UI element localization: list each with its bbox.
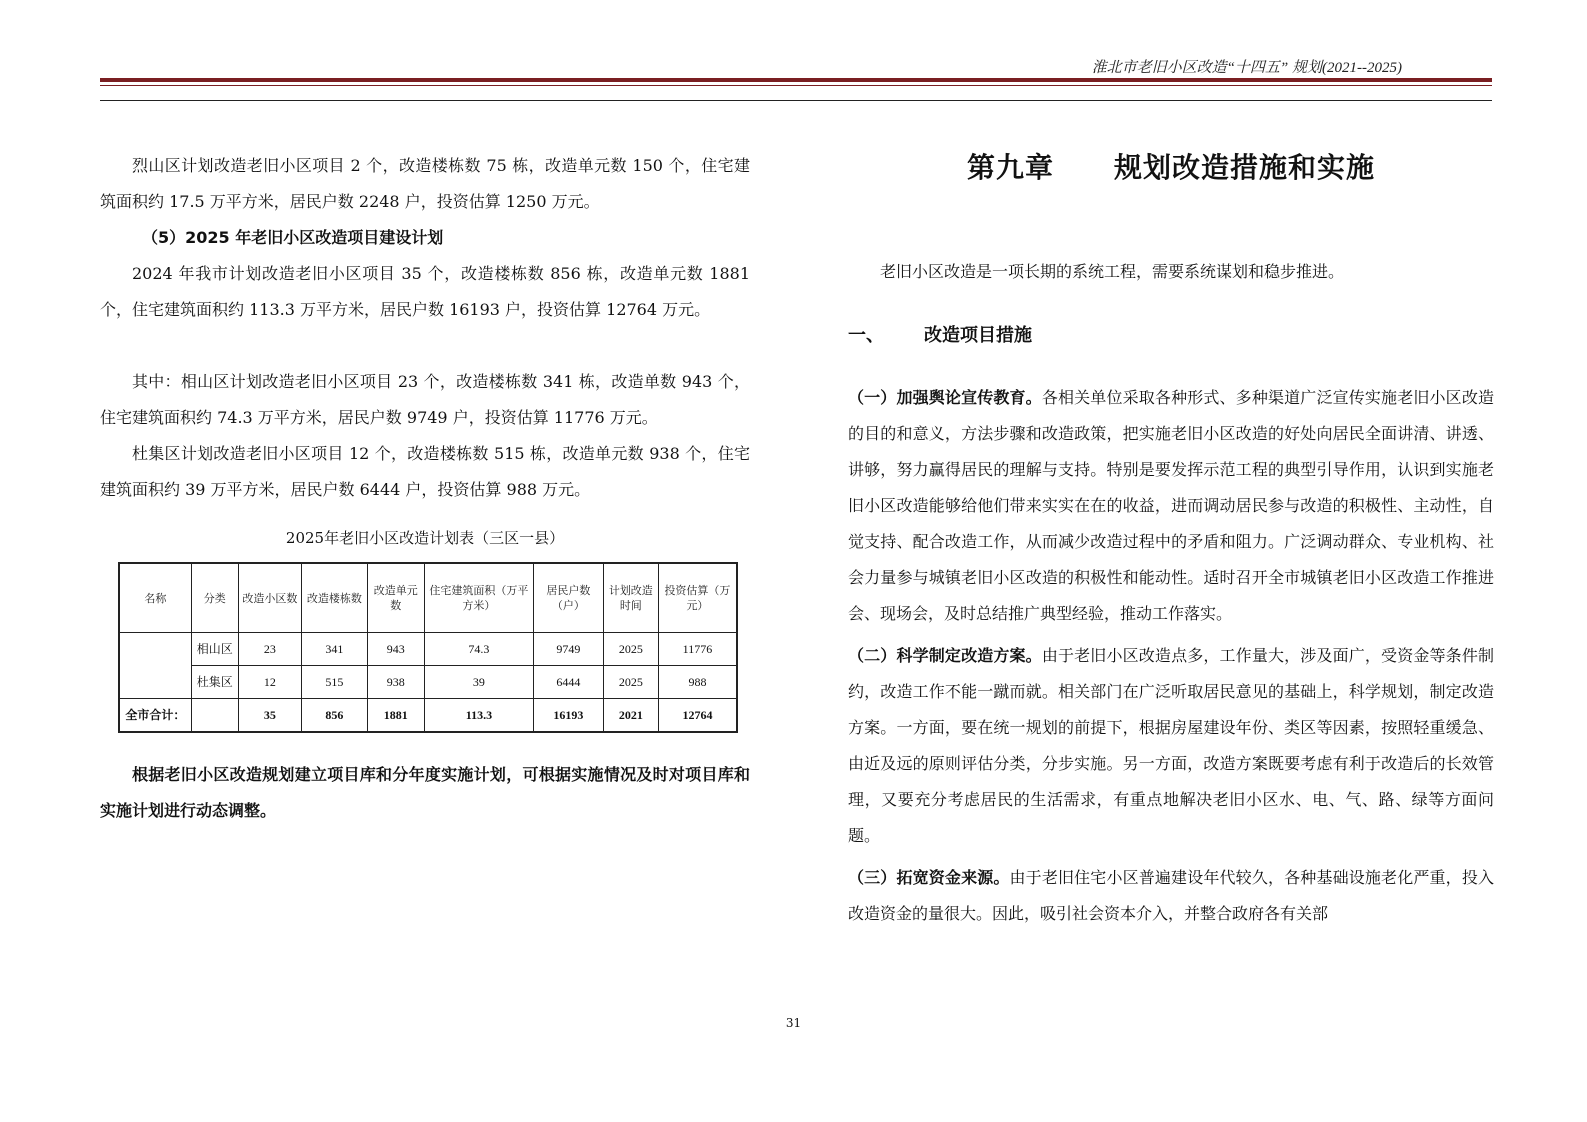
table-cell: 23	[238, 633, 301, 666]
measure-item-3-text: 由于老旧住宅小区普遍建设年代较久，各种基础设施老化严重，投入改造资金的量很大。因此，吸引社会资本介入，并整合政府各有关部	[848, 868, 1494, 923]
table-cell: 341	[302, 633, 368, 666]
table-cell: 39	[424, 666, 533, 699]
table-cell: 9749	[534, 633, 604, 666]
table-cell: 12764	[658, 699, 737, 733]
measure-item-2-lead: （二）科学制定改造方案。	[848, 646, 1042, 665]
header-rule-thin	[100, 85, 1492, 86]
section-number: 一、	[848, 325, 884, 346]
table-header-cell: 名称	[119, 563, 191, 633]
table-cell: 杜集区	[191, 666, 238, 699]
plan-table	[118, 562, 738, 733]
measure-item-1-lead: （一）加强舆论宣传教育。	[848, 388, 1042, 407]
table-header-cell: 居民户数（户）	[534, 563, 604, 633]
measure-item-2-text: 由于老旧小区改造点多，工作量大，涉及面广，受资金等条件制约，改造工作不能一蹴而就。相关部门在广泛听取居民意见的基础上，科学规划，制定改造方案。一方面，要在统一规划的前提下，根据房屋建设年份、类区等因素，按照轻重缓急、由近及远的原则评估分类，分步实施。另一方面，改造方案既要考虑有利于改造后的长效管理，又要充分考虑居民的生活需求，有重点地解决老旧小区水、电、气、路、绿等方面问题。	[848, 646, 1494, 845]
spacer	[100, 328, 750, 364]
table-header-cell: 改造楼栋数	[302, 563, 368, 633]
table-caption: 2025年老旧小区改造计划表（三区一县）	[285, 529, 565, 547]
table-cell: 2025	[603, 633, 658, 666]
running-header-title: 淮北市老旧小区改造“十四五” 规划(2021--2025)	[1091, 60, 1402, 76]
table-total-row	[119, 699, 737, 733]
measure-item-1	[848, 380, 1494, 632]
table-header-cell: 计划改造时间	[603, 563, 658, 633]
header-rule-thick	[100, 78, 1492, 82]
table-cell: 相山区	[191, 633, 238, 666]
paragraph-2025-plan: 2024 年我市计划改造老旧小区项目 35 个，改造楼栋数 856 栋，改造单元数 1881 个，住宅建筑面积约 113.3 万平方米，居民户数 16193 户，投资估算 12764 万元。	[100, 264, 750, 319]
table-cell: 16193	[534, 699, 604, 733]
measure-item-2	[848, 638, 1494, 854]
table-cell: 全市合计：	[119, 699, 191, 733]
table-cell: 2025	[603, 666, 658, 699]
paragraph-xiangshan: 其中：相山区计划改造老旧小区项目 23 个，改造楼栋数 341 栋，改造单数 943 个，住宅建筑面积约 74.3 万平方米，居民户数 9749 户，投资估算 11776 万元。	[100, 372, 750, 427]
table-cell: 1881	[367, 699, 424, 733]
table-cell-name-empty	[119, 633, 191, 699]
paragraph-lieshan: 烈山区计划改造老旧小区项目 2 个，改造楼栋数 75 栋，改造单元数 150 个，住宅建筑面积约 17.5 万平方米，居民户数 2248 户，投资估算 1250 万元。	[100, 156, 750, 211]
measure-item-1-text: 各相关单位采取各种形式、多种渠道广泛宣传实施老旧小区改造的目的和意义，方法步骤和改造政策，把实施老旧小区改造的好处向居民全面讲清、讲透、讲够，努力赢得居民的理解与支持。特别是要发挥示范工程的典型引导作用，认识到实施老旧小区改造能够给他们带来实实在在的收益，进而调动居民参与改造的积极性、主动性，自觉支持、配合改造工作，从而减少改造过程中的矛盾和阻力。广泛调动群众、专业机构、社会力量参与城镇老旧小区改造的积极性和能动性。适时召开全市城镇老旧小区改造工作推进会、现场会，及时总结推广典型经验，推动工作落实。	[848, 388, 1494, 623]
table-header-cell: 投资估算（万元）	[658, 563, 737, 633]
chapter-intro: 老旧小区改造是一项长期的系统工程，需要系统谋划和稳步推进。	[880, 262, 1345, 281]
section-heading	[848, 318, 1494, 354]
table-cell: 2021	[603, 699, 658, 733]
spacer	[848, 188, 1494, 224]
section-name: 改造项目措施	[924, 325, 1032, 346]
chapter-number: 第九章	[966, 151, 1054, 184]
page-number: 31	[785, 1016, 802, 1030]
paragraph-duji: 杜集区计划改造老旧小区项目 12 个，改造楼栋数 515 栋，改造单元数 938 个，住宅建筑面积约 39 万平方米，居民户数 6444 户，投资估算 988 万元。	[100, 444, 750, 499]
table-cell: 74.3	[424, 633, 533, 666]
table-header-cell: 改造小区数	[238, 563, 301, 633]
table-header-cell: 分类	[191, 563, 238, 633]
chapter-title	[848, 148, 1494, 188]
table-cell: 11776	[658, 633, 737, 666]
table-header-row	[119, 563, 737, 633]
table-row	[119, 633, 737, 666]
measure-item-3-lead: （三）拓宽资金来源。	[848, 868, 1010, 887]
table-header-cell: 住宅建筑面积（万平方米）	[424, 563, 533, 633]
table-cell: 515	[302, 666, 368, 699]
header-rule-bottom	[100, 100, 1492, 101]
subsection-heading-2025: （5）2025 年老旧小区改造项目建设计划	[142, 228, 444, 247]
table-cell	[191, 699, 238, 733]
table-cell: 12	[238, 666, 301, 699]
table-header-cell: 改造单元数	[367, 563, 424, 633]
table-cell: 856	[302, 699, 368, 733]
table-cell: 113.3	[424, 699, 533, 733]
measure-item-3	[848, 860, 1494, 932]
table-cell: 938	[367, 666, 424, 699]
table-cell: 35	[238, 699, 301, 733]
table-cell: 6444	[534, 666, 604, 699]
table-cell: 988	[658, 666, 737, 699]
table-row	[119, 666, 737, 699]
right-column	[848, 148, 1494, 932]
left-column	[100, 148, 750, 829]
chapter-name: 规划改造措施和实施	[1114, 151, 1376, 184]
closing-paragraph: 根据老旧小区改造规划建立项目库和分年度实施计划，可根据实施情况及时对项目库和实施计划进行动态调整。	[100, 765, 750, 820]
table-cell: 943	[367, 633, 424, 666]
